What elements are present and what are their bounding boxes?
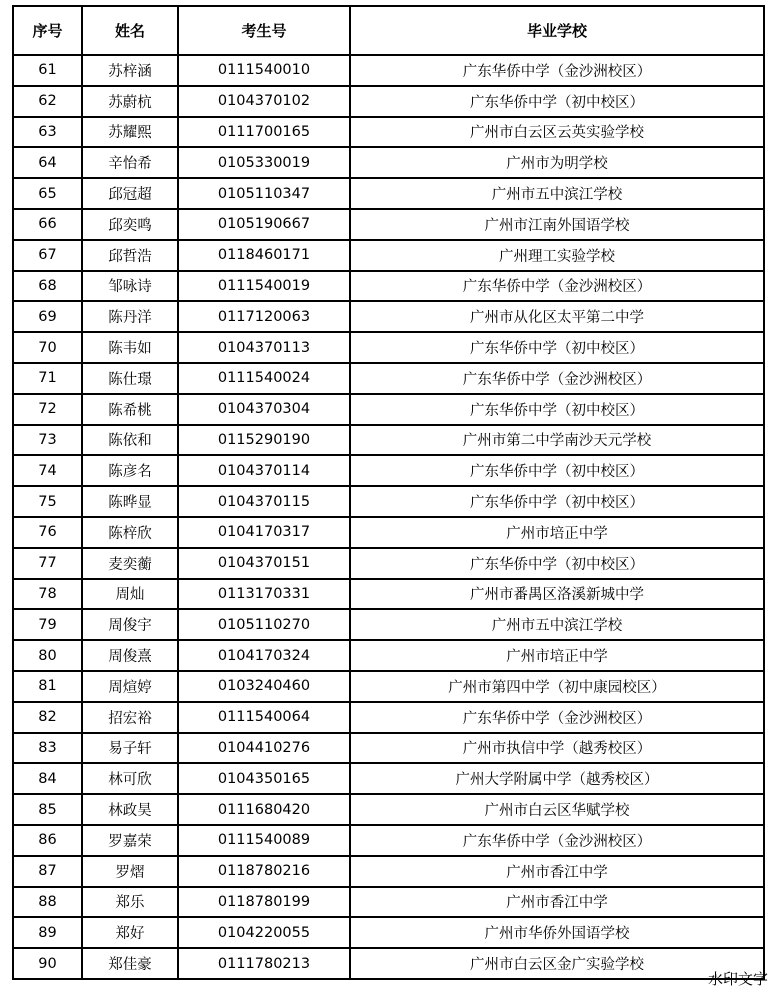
cell-name: 陈丹洋 <box>82 301 178 332</box>
cell-school: 广东华侨中学（初中校区） <box>350 332 764 363</box>
cell-index: 72 <box>13 394 82 425</box>
cell-name: 陈依和 <box>82 425 178 456</box>
cell-name: 麦奕蘅 <box>82 548 178 579</box>
cell-school: 广州市为明学校 <box>350 147 764 178</box>
cell-candidate-id: 0104370102 <box>178 86 350 117</box>
cell-school: 广州市培正中学 <box>350 517 764 548</box>
table-row <box>13 948 764 979</box>
cell-index: 79 <box>13 609 82 640</box>
table-row <box>13 640 764 671</box>
cell-index: 90 <box>13 948 82 979</box>
table-row <box>13 609 764 640</box>
cell-candidate-id: 0118780216 <box>178 856 350 887</box>
cell-index: 89 <box>13 917 82 948</box>
table-row <box>13 55 764 86</box>
cell-candidate-id: 0118780199 <box>178 887 350 918</box>
cell-index: 85 <box>13 794 82 825</box>
cell-school: 广州理工实验学校 <box>350 240 764 271</box>
table-row <box>13 147 764 178</box>
cell-index: 64 <box>13 147 82 178</box>
cell-candidate-id: 0118460171 <box>178 240 350 271</box>
cell-school: 广州大学附属中学（越秀校区） <box>350 763 764 794</box>
cell-candidate-id: 0105190667 <box>178 209 350 240</box>
cell-name: 邱冠超 <box>82 178 178 209</box>
table-row <box>13 671 764 702</box>
cell-candidate-id: 0111540010 <box>178 55 350 86</box>
cell-index: 65 <box>13 178 82 209</box>
table-row <box>13 178 764 209</box>
table-row <box>13 917 764 948</box>
cell-candidate-id: 0104350165 <box>178 763 350 794</box>
cell-index: 71 <box>13 363 82 394</box>
cell-name: 周俊宇 <box>82 609 178 640</box>
header-candidate-id: 考生号 <box>178 6 350 55</box>
cell-index: 67 <box>13 240 82 271</box>
cell-index: 87 <box>13 856 82 887</box>
table-row <box>13 702 764 733</box>
cell-index: 80 <box>13 640 82 671</box>
cell-candidate-id: 0104370115 <box>178 486 350 517</box>
cell-school: 广州市香江中学 <box>350 887 764 918</box>
cell-candidate-id: 0104370113 <box>178 332 350 363</box>
table-row <box>13 332 764 363</box>
cell-candidate-id: 0104370151 <box>178 548 350 579</box>
cell-school: 广州市从化区太平第二中学 <box>350 301 764 332</box>
cell-candidate-id: 0103240460 <box>178 671 350 702</box>
cell-candidate-id: 0111540089 <box>178 825 350 856</box>
cell-index: 70 <box>13 332 82 363</box>
cell-school: 广东华侨中学（初中校区） <box>350 548 764 579</box>
cell-school: 广东华侨中学（初中校区） <box>350 394 764 425</box>
cell-name: 郑佳豪 <box>82 948 178 979</box>
cell-candidate-id: 0111680420 <box>178 794 350 825</box>
cell-index: 73 <box>13 425 82 456</box>
student-roster-table <box>12 5 765 980</box>
cell-school: 广州市培正中学 <box>350 640 764 671</box>
cell-candidate-id: 0104370304 <box>178 394 350 425</box>
cell-candidate-id: 0117120063 <box>178 301 350 332</box>
cell-index: 62 <box>13 86 82 117</box>
cell-candidate-id: 0111540024 <box>178 363 350 394</box>
cell-name: 郑好 <box>82 917 178 948</box>
cell-index: 75 <box>13 486 82 517</box>
table-row <box>13 363 764 394</box>
table-row <box>13 486 764 517</box>
cell-school: 广东华侨中学（初中校区） <box>350 486 764 517</box>
cell-candidate-id: 0111540064 <box>178 702 350 733</box>
cell-name: 周俊熹 <box>82 640 178 671</box>
cell-school: 广东华侨中学（金沙洲校区） <box>350 55 764 86</box>
cell-index: 88 <box>13 887 82 918</box>
table-row <box>13 733 764 764</box>
cell-name: 邱奕鸣 <box>82 209 178 240</box>
cell-candidate-id: 0104410276 <box>178 733 350 764</box>
cell-school: 广州市第四中学（初中康园校区） <box>350 671 764 702</box>
cell-name: 郑乐 <box>82 887 178 918</box>
cell-school: 广州市执信中学（越秀校区） <box>350 733 764 764</box>
cell-name: 罗嘉荣 <box>82 825 178 856</box>
cell-school: 广东华侨中学（初中校区） <box>350 455 764 486</box>
cell-index: 61 <box>13 55 82 86</box>
table-row <box>13 209 764 240</box>
cell-candidate-id: 0111780213 <box>178 948 350 979</box>
cell-school: 广州市白云区金广实验学校 <box>350 948 764 979</box>
table-body <box>13 55 764 979</box>
cell-index: 68 <box>13 271 82 302</box>
cell-name: 陈晔显 <box>82 486 178 517</box>
table-row <box>13 517 764 548</box>
cell-name: 陈希桃 <box>82 394 178 425</box>
header-school: 毕业学校 <box>350 6 764 55</box>
cell-school: 广州市第二中学南沙天元学校 <box>350 425 764 456</box>
table-row <box>13 425 764 456</box>
table-row <box>13 794 764 825</box>
cell-school: 广州市白云区云英实验学校 <box>350 117 764 148</box>
table-row <box>13 887 764 918</box>
cell-school: 广东华侨中学（金沙洲校区） <box>350 825 764 856</box>
cell-school: 广东华侨中学（初中校区） <box>350 86 764 117</box>
cell-name: 罗熠 <box>82 856 178 887</box>
cell-index: 66 <box>13 209 82 240</box>
table-row <box>13 301 764 332</box>
cell-name: 陈彦名 <box>82 455 178 486</box>
cell-candidate-id: 0111700165 <box>178 117 350 148</box>
cell-candidate-id: 0115290190 <box>178 425 350 456</box>
table-row <box>13 825 764 856</box>
header-index: 序号 <box>13 6 82 55</box>
cell-school: 广州市五中滨江学校 <box>350 609 764 640</box>
header-name: 姓名 <box>82 6 178 55</box>
cell-school: 广州市香江中学 <box>350 856 764 887</box>
cell-index: 69 <box>13 301 82 332</box>
cell-candidate-id: 0104170317 <box>178 517 350 548</box>
cell-name: 邹咏诗 <box>82 271 178 302</box>
cell-school: 广东华侨中学（金沙洲校区） <box>350 363 764 394</box>
cell-school: 广州市江南外国语学校 <box>350 209 764 240</box>
cell-candidate-id: 0104370114 <box>178 455 350 486</box>
table-row <box>13 856 764 887</box>
cell-name: 陈仕璟 <box>82 363 178 394</box>
cell-name: 林政昊 <box>82 794 178 825</box>
cell-name: 苏耀熙 <box>82 117 178 148</box>
cell-candidate-id: 0104170324 <box>178 640 350 671</box>
table-row <box>13 271 764 302</box>
cell-candidate-id: 0105110347 <box>178 178 350 209</box>
watermark-text: 水印文字 <box>707 970 768 988</box>
table-row <box>13 548 764 579</box>
cell-index: 83 <box>13 733 82 764</box>
cell-index: 76 <box>13 517 82 548</box>
cell-school: 广东华侨中学（金沙洲校区） <box>350 702 764 733</box>
cell-name: 陈韦如 <box>82 332 178 363</box>
table-header-row <box>13 6 764 55</box>
cell-name: 周煊婷 <box>82 671 178 702</box>
cell-name: 邱哲浩 <box>82 240 178 271</box>
cell-name: 招宏裕 <box>82 702 178 733</box>
cell-candidate-id: 0113170331 <box>178 579 350 610</box>
cell-name: 苏蔚杭 <box>82 86 178 117</box>
cell-school: 广东华侨中学（金沙洲校区） <box>350 271 764 302</box>
table-row <box>13 763 764 794</box>
cell-name: 辛怡希 <box>82 147 178 178</box>
cell-index: 63 <box>13 117 82 148</box>
cell-candidate-id: 0105330019 <box>178 147 350 178</box>
cell-index: 82 <box>13 702 82 733</box>
cell-name: 林可欣 <box>82 763 178 794</box>
cell-index: 86 <box>13 825 82 856</box>
cell-school: 广州市五中滨江学校 <box>350 178 764 209</box>
cell-name: 苏梓涵 <box>82 55 178 86</box>
cell-school: 广州市白云区华赋学校 <box>350 794 764 825</box>
cell-candidate-id: 0104220055 <box>178 917 350 948</box>
cell-name: 周灿 <box>82 579 178 610</box>
table-row <box>13 240 764 271</box>
cell-school: 广州市华侨外国语学校 <box>350 917 764 948</box>
cell-school: 广州市番禺区洛溪新城中学 <box>350 579 764 610</box>
table-row <box>13 455 764 486</box>
cell-index: 77 <box>13 548 82 579</box>
cell-name: 易子轩 <box>82 733 178 764</box>
table-row <box>13 117 764 148</box>
cell-index: 81 <box>13 671 82 702</box>
cell-name: 陈梓欣 <box>82 517 178 548</box>
table-row <box>13 86 764 117</box>
cell-index: 78 <box>13 579 82 610</box>
cell-candidate-id: 0111540019 <box>178 271 350 302</box>
cell-candidate-id: 0105110270 <box>178 609 350 640</box>
cell-index: 84 <box>13 763 82 794</box>
cell-index: 74 <box>13 455 82 486</box>
table-row <box>13 579 764 610</box>
table-row <box>13 394 764 425</box>
